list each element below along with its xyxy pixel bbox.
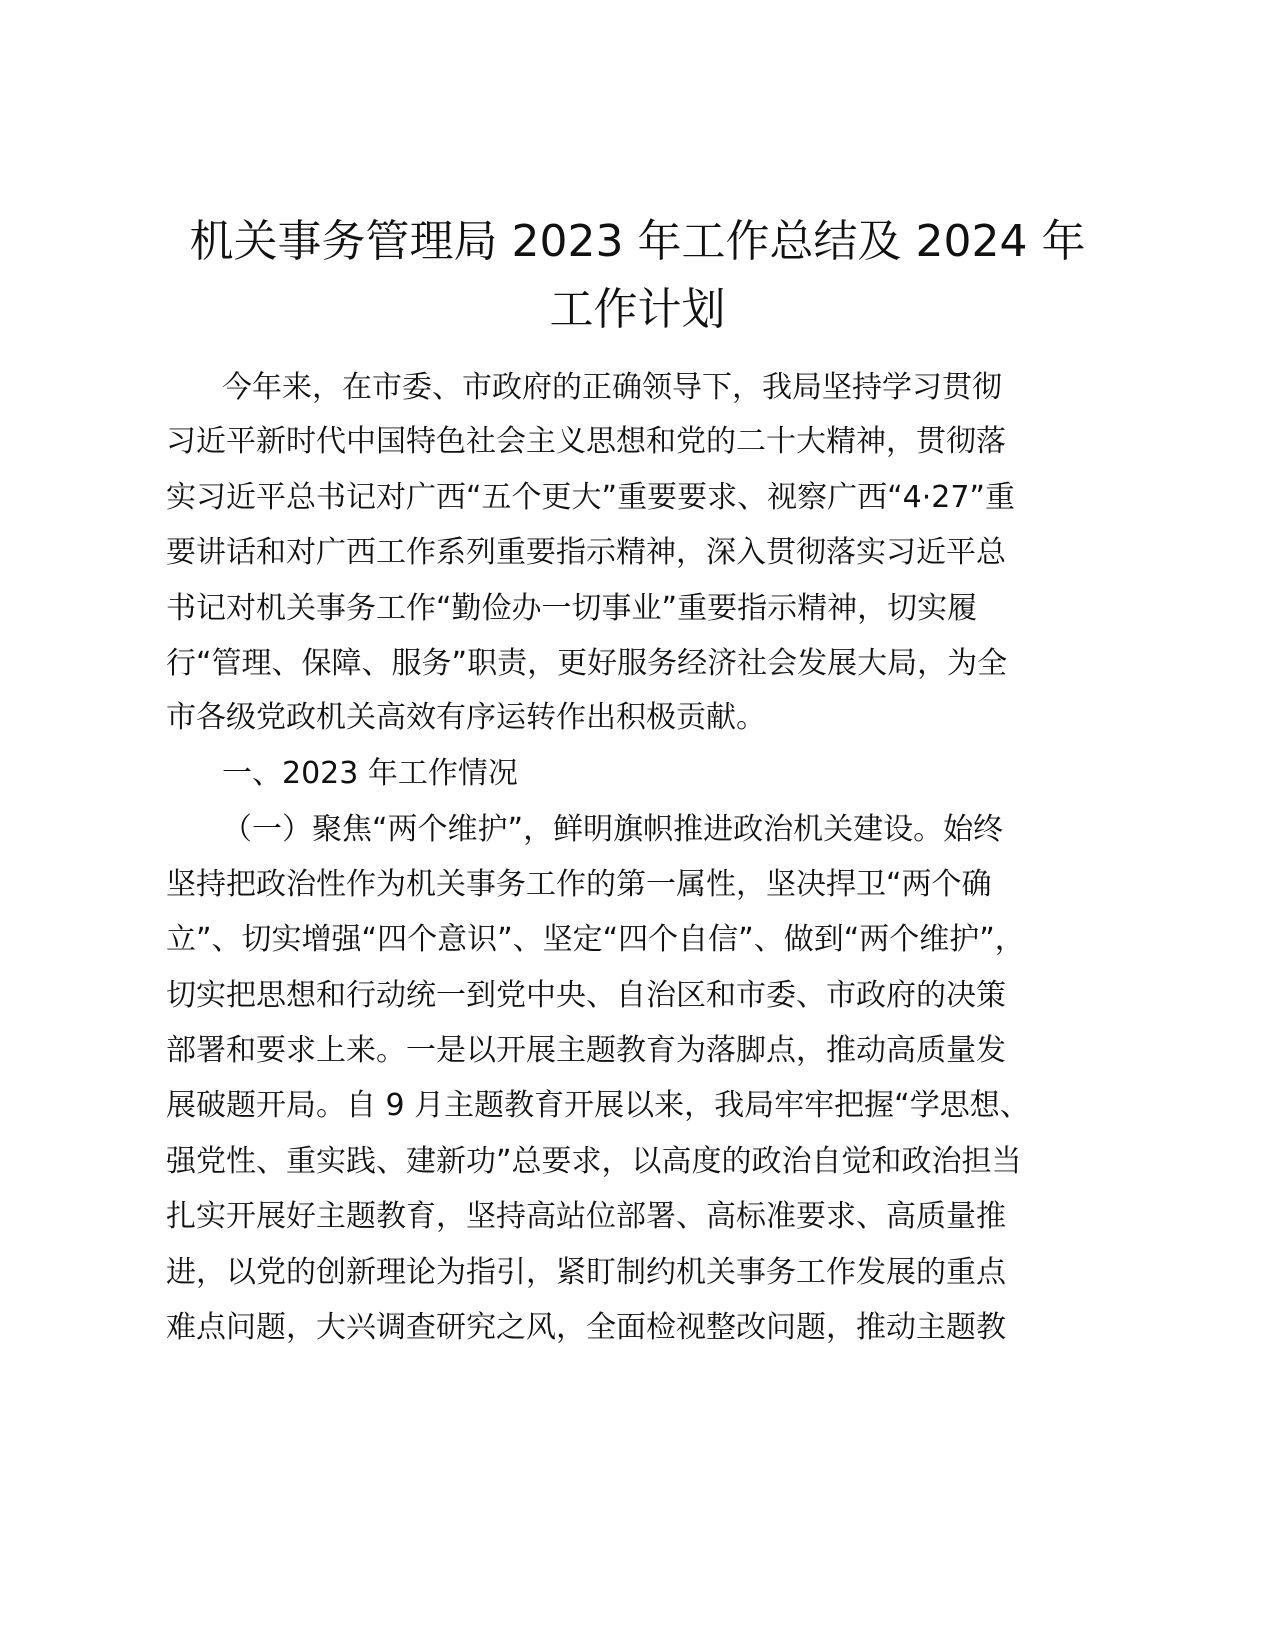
paragraph-2-line: 坚持把政治性作为机关事务工作的第一属性，坚决捍卫“两个确 xyxy=(166,867,992,902)
paragraph-1-line: 书记对机关事务工作“勤俭办一切事业”重要指示精神，切实履 xyxy=(166,591,978,626)
paragraph-2-line: 展破题开局。自 9 月主题教育开展以来，我局牢牢把握“学思想、 xyxy=(166,1088,1030,1123)
paragraph-1-line: 市各级党政机关高效有序运转作出积极贡献。 xyxy=(166,700,766,735)
section-heading: 一、2023 年工作情况 xyxy=(222,756,518,791)
paragraph-2-line: 部署和要求上来。一是以开展主题教育为落脚点，推动高质量发 xyxy=(166,1033,1006,1068)
paragraph-1-line: 实习近平总书记对广西“五个更大”重要要求、视察广西“4·27”重 xyxy=(166,480,1015,515)
paragraph-2-line: 扎实开展好主题教育，坚持高站位部署、高标准要求、高质量推 xyxy=(166,1199,1006,1234)
paragraph-2-line: 进，以党的创新理论为指引，紧盯制约机关事务工作发展的重点 xyxy=(166,1255,1006,1290)
paragraph-2-line: （一）聚焦“两个维护”，鲜明旗帜推进政治机关建设。始终 xyxy=(222,812,1004,847)
paragraph-1-line: 今年来，在市委、市政府的正确领导下，我局坚持学习贯彻 xyxy=(222,370,1002,405)
paragraph-2-line: 难点问题，大兴调查研究之风，全面检视整改问题，推动主题教 xyxy=(166,1310,1006,1345)
document-title-line-2: 工作计划 xyxy=(549,284,726,335)
paragraph-1-line: 行“管理、保障、服务”职责，更好服务经济社会发展大局，为全 xyxy=(166,646,1008,681)
document-title-line-1: 机关事务管理局 2023 年工作总结及 2024 年 xyxy=(189,216,1086,267)
paragraph-2-line: 立”、切实增强“四个意识”、坚定“四个自信”、做到“两个维护”， xyxy=(166,922,1025,957)
paragraph-1-line: 要讲话和对广西工作系列重要指示精神，深入贯彻落实习近平总 xyxy=(166,535,1006,570)
paragraph-2-line: 强党性、重实践、建新功”总要求，以高度的政治自觉和政治担当 xyxy=(166,1144,1022,1179)
paragraph-1-line: 习近平新时代中国特色社会主义思想和党的二十大精神，贯彻落 xyxy=(166,424,1006,459)
paragraph-2-line: 切实把思想和行动统一到党中央、自治区和市委、市政府的决策 xyxy=(166,978,1006,1013)
